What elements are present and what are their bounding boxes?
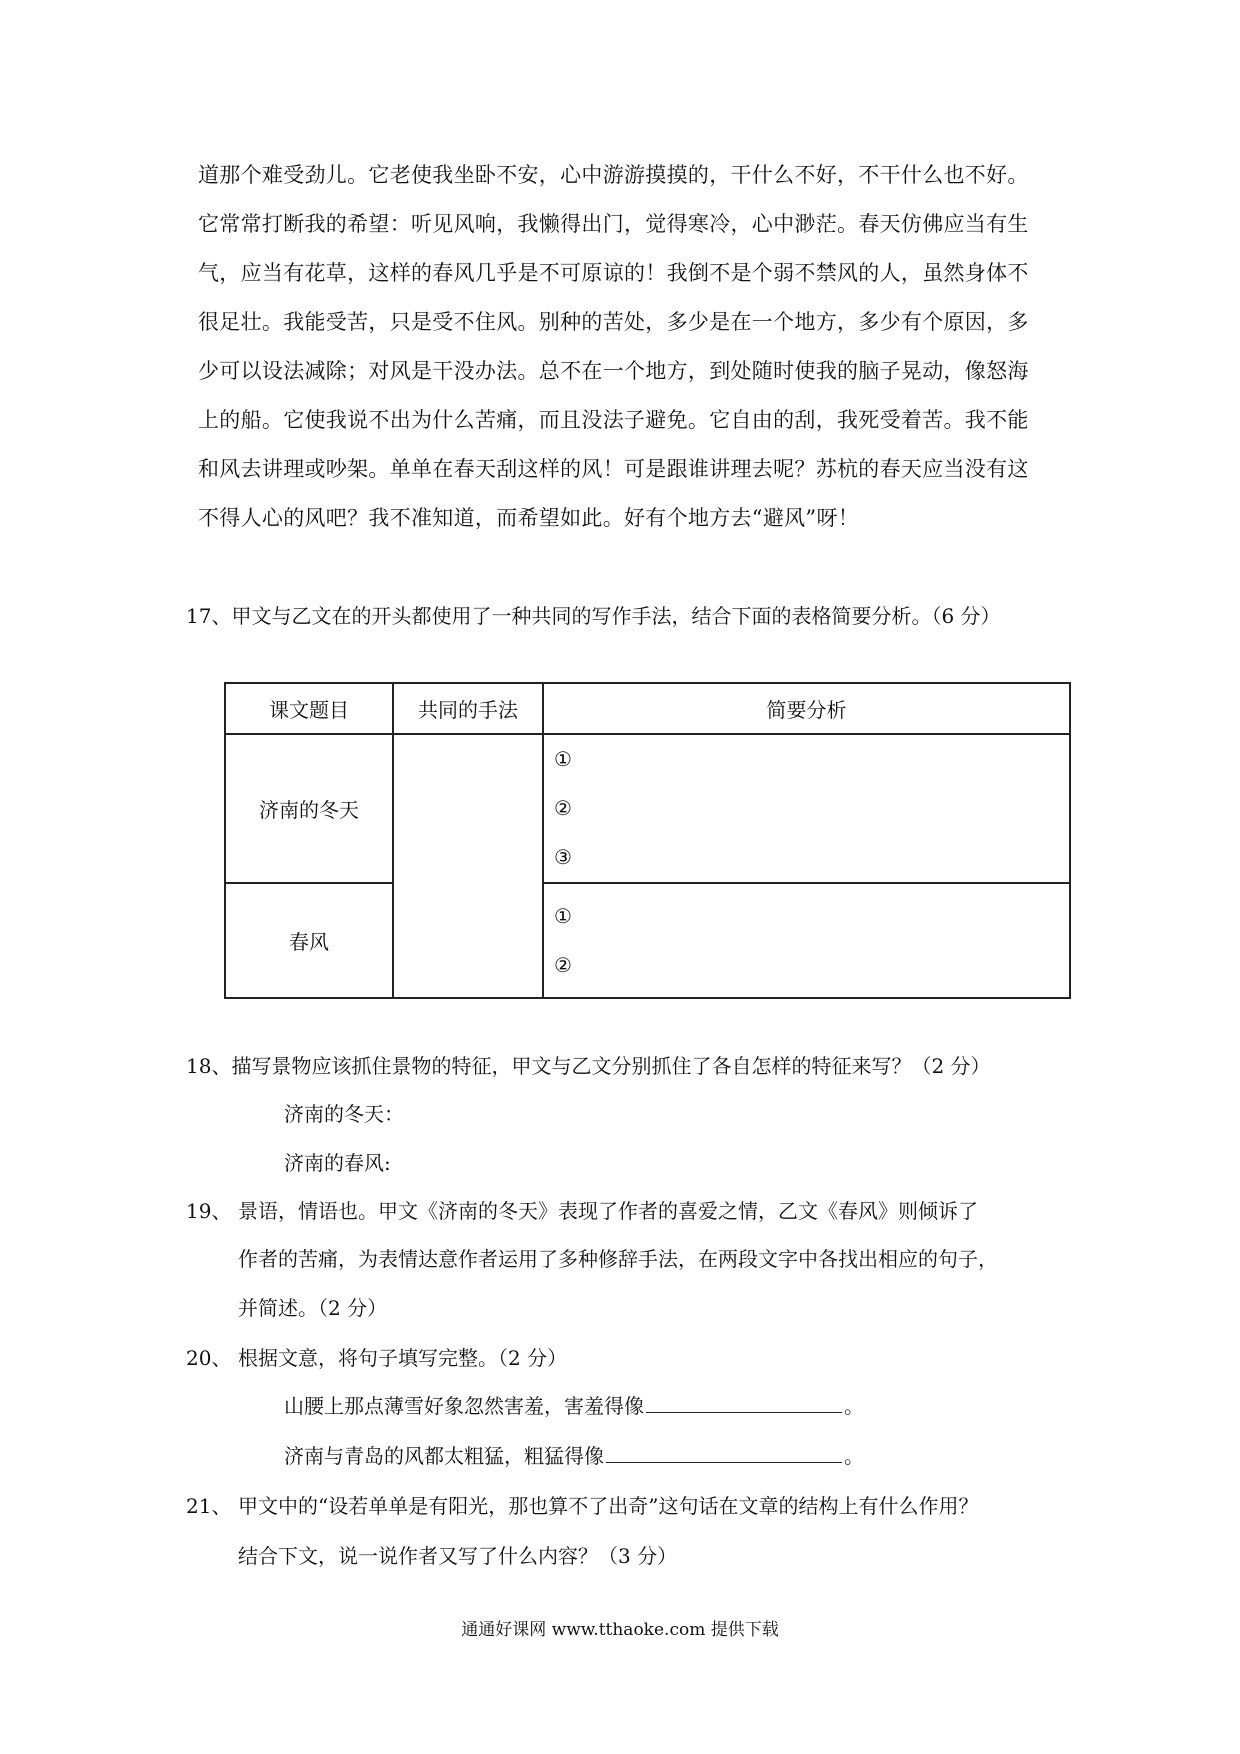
passage-line: 道那个难受劲儿。它老使我坐卧不安，心中游游摸摸的，干什么不好，不干什么也不好。 [198, 163, 1029, 187]
q20-sentence-1-text: 山腰上那点薄雪好象忽然害羞，害羞得像 [284, 1394, 644, 1418]
question-18: 18、描写景物应该抓住景物的特征，甲文与乙文分别抓住了各自怎样的特征来写？（2 分） [186, 1054, 991, 1078]
page-footer: 通通好课网 www.tthaoke.com 提供下载 [461, 1620, 779, 1640]
fill-blank[interactable] [606, 1442, 842, 1463]
passage-line: 气，应当有花草，这样的春风几乎是不可原谅的！我倒不是个弱不禁风的人，虽然身体不 [198, 261, 1029, 285]
answer-mark: ① [554, 903, 572, 928]
analysis-answer-cell[interactable] [543, 883, 1070, 998]
answer-mark: ② [554, 796, 572, 820]
header-analysis: 简要分析 [543, 683, 1070, 734]
passage-line: 上的船。它使我说不出为什么苦痛，而且没法子避免。它自由的刮，我死受着苦。我不能 [198, 408, 1029, 432]
question-19-number: 19、 [186, 1199, 232, 1223]
q20-sentence-2-text: 济南与青岛的风都太粗猛，粗猛得像 [284, 1444, 604, 1468]
answer-mark: ③ [554, 845, 572, 869]
passage-line: 很足壮。我能受苦，只是受不住风。别种的苦处，多少是在一个地方，多少有个原因，多 [198, 310, 1029, 334]
row-title-jinan-winter: 济南的冬天 [225, 734, 393, 883]
table-header-row [225, 683, 1070, 734]
answer-mark: ② [554, 952, 572, 977]
table-row [225, 734, 1070, 883]
header-technique: 共同的手法 [393, 683, 543, 734]
header-title: 课文题目 [225, 683, 393, 734]
question-21-line: 甲文中的“设若单单是有阳光，那也算不了出奇”这句话在文章的结构上有什么作用？ [238, 1494, 979, 1518]
passage-line: 少可以设法减除；对风是干没办法。总不在一个地方，到处随时使我的脑子晃动，像怒海 [198, 359, 1029, 383]
question-19-line: 并简述。（2 分） [238, 1296, 388, 1320]
analysis-answer-cell[interactable] [543, 734, 1070, 883]
technique-answer-cell[interactable] [393, 734, 543, 998]
passage-line: 它常常打断我的希望：听见风响，我懒得出门，觉得寒冷，心中渺茫。春天仿佛应当有生 [198, 212, 1029, 236]
q18-answer-jinan-winter: 济南的冬天： [284, 1102, 404, 1126]
q18-answer-jinan-spring-wind: 济南的春风: [284, 1151, 391, 1175]
question-20-number: 20、 [186, 1346, 232, 1370]
question-19-line: 作者的苦痛，为表情达意作者运用了多种修辞手法，在两段文字中各找出相应的句子， [238, 1247, 998, 1271]
answer-mark: ① [554, 747, 572, 771]
question-17: 17、甲文与乙文在的开头都使用了一种共同的写作手法，结合下面的表格简要分析。（6 分） [186, 604, 1001, 628]
passage-line: 和风去讲理或吵架。单单在春天刮这样的风！可是跟谁讲理去呢？苏杭的春天应当没有这 [198, 457, 1029, 481]
fill-blank[interactable] [646, 1392, 842, 1413]
passage [198, 151, 1068, 543]
q20-sentence-2-end: 。 [844, 1444, 864, 1468]
question-21-line: 结合下文，说一说作者又写了什么内容？（3 分） [238, 1544, 678, 1568]
q20-sentence-1 [284, 1390, 864, 1419]
passage-line: 不得人心的风吧？我不准知道，而希望如此。好有个地方去“避风”呀！ [198, 506, 860, 530]
q20-sentence-2 [284, 1440, 864, 1469]
question-19-line: 景语，情语也。甲文《济南的冬天》表现了作者的喜爱之情，乙文《春风》则倾诉了 [238, 1199, 978, 1223]
question-21-number: 21、 [186, 1494, 232, 1518]
row-title-spring-wind: 春风 [225, 883, 393, 998]
table-row [225, 883, 1070, 998]
question-20-line: 根据文意，将句子填写完整。（2 分） [238, 1346, 568, 1370]
analysis-table [224, 682, 1071, 999]
q20-sentence-1-end: 。 [844, 1394, 864, 1418]
